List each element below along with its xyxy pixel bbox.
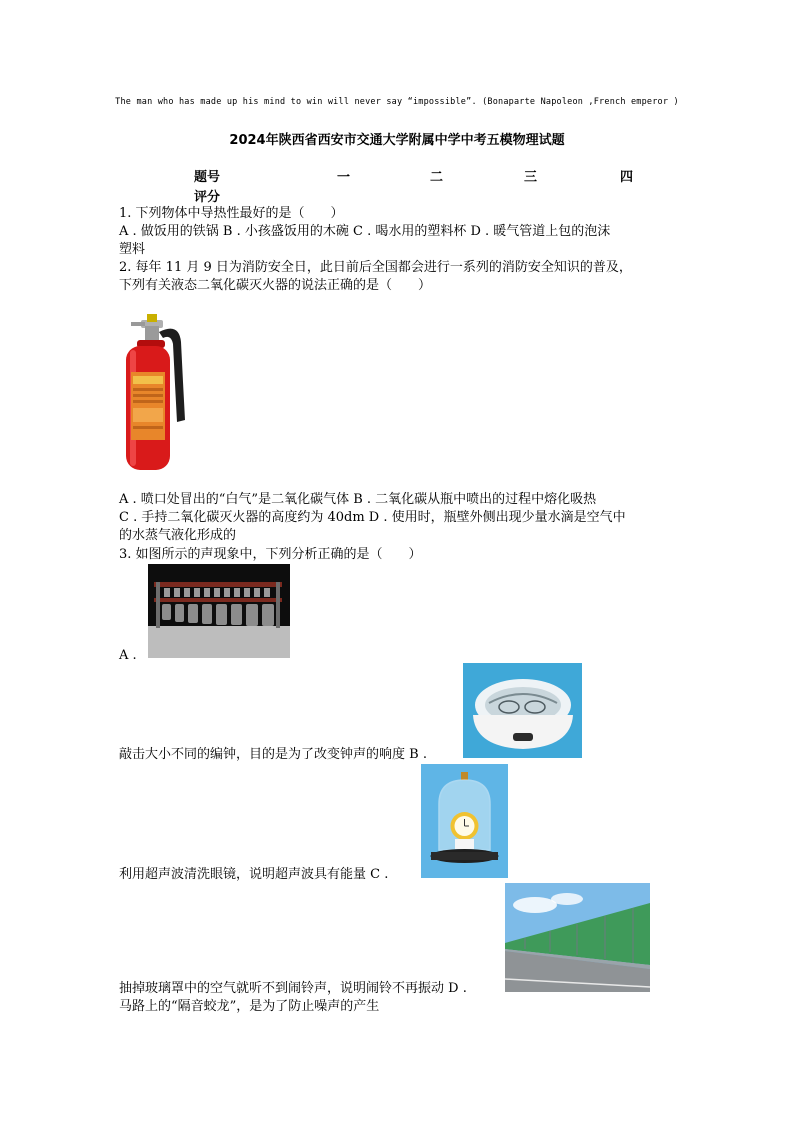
sound-barrier-image xyxy=(505,883,650,992)
score-table-row-label: 题号 xyxy=(194,170,221,185)
score-table-col-3: 三 xyxy=(524,170,538,185)
q3-text-c: 抽掉玻璃罩中的空气就听不到闹铃声，说明闹铃不再振动 D . xyxy=(119,981,467,996)
q1-options-line1: A . 做饭用的铁锅 B . 小孩盛饭用的木碗 C . 喝水用的塑料杯 D . 暖气管道上包的泡沫 xyxy=(119,224,611,239)
page-title: 2024年陕西省西安市交通大学附属中学中考五模物理试题 xyxy=(229,133,565,148)
ultrasonic-cleaner-image xyxy=(463,663,582,758)
score-table-col-1: 一 xyxy=(337,170,351,185)
q3-text-b: 利用超声波清洗眼镜，说明超声波具有能量 C . xyxy=(119,867,389,882)
score-table-col-4: 四 xyxy=(620,170,634,185)
q2-options-line3: 的水蒸气液化形成的 xyxy=(119,528,237,543)
q3-label-a: A . xyxy=(119,648,137,663)
fire-extinguisher-image xyxy=(119,312,201,472)
score-table-score-label: 评分 xyxy=(194,190,221,205)
bell-jar-alarm-clock-image xyxy=(421,764,508,878)
q1-options-line2: 塑料 xyxy=(119,242,146,257)
header-quote: The man who has made up his mind to win will never say “impossible”. (Bonaparte Napoleon ,French emperor ) xyxy=(115,97,679,107)
q2-options-line2: C . 手持二氧化碳灭火器的高度约为 40dm D . 使用时，瓶壁外侧出现少量水滴是空气中 xyxy=(119,510,626,525)
q2-options-line1: A . 喷口处冒出的“白气”是二氧化碳气体 B . 二氧化碳从瓶中喷出的过程中熔化吸热 xyxy=(119,492,597,507)
q3-text-a: 敲击大小不同的编钟，目的是为了改变钟声的响度 B . xyxy=(119,747,427,762)
q2-stem-line2: 下列有关液态二氧化碳灭火器的说法正确的是（ ） xyxy=(119,278,432,293)
q1-stem: 1. 下列物体中导热性最好的是（ ） xyxy=(119,206,344,221)
chime-bells-image xyxy=(148,564,290,658)
q3-text-d: 马路上的“隔音蛟龙”，是为了防止噪声的产生 xyxy=(119,999,380,1014)
score-table-col-2: 二 xyxy=(430,170,444,185)
q3-stem: 3. 如图所示的声现象中，下列分析正确的是（ ） xyxy=(119,547,422,562)
q2-stem-line1: 2. 每年 11 月 9 日为消防安全日，此日前后全国都会进行一系列的消防安全知识的普及， xyxy=(119,260,632,275)
